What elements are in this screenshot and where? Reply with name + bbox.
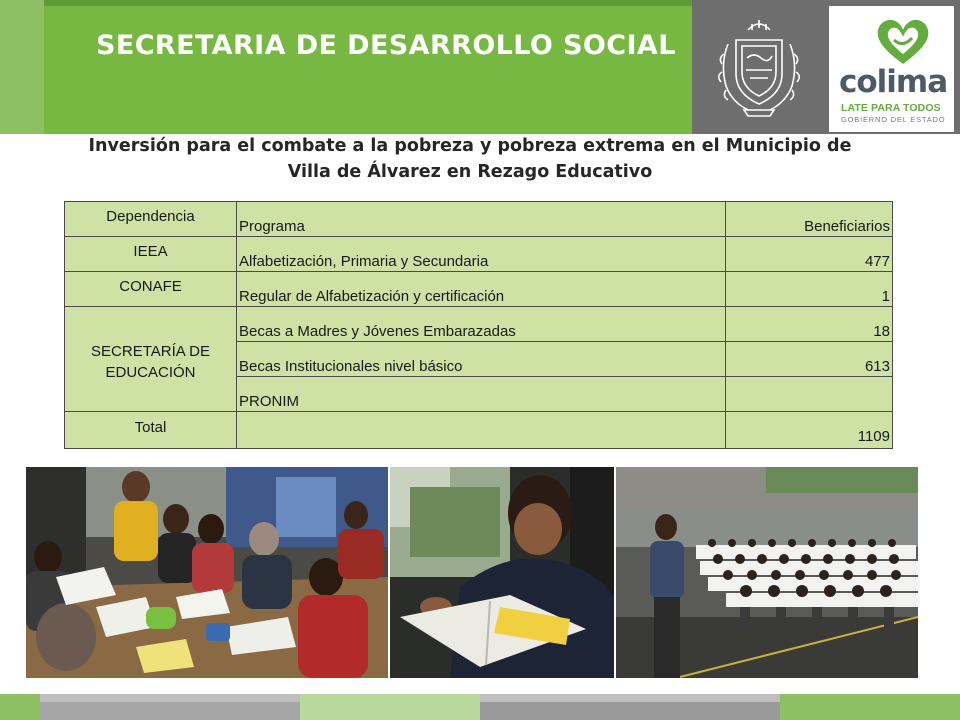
table-row [65,237,893,272]
state-crest-icon [714,14,804,118]
cell-programa: Becas Institucionales nivel básico [237,342,726,377]
photo-woman-reading [390,467,614,678]
header-accent-strip [0,0,44,134]
heart-logo-icon [874,16,932,68]
cell-total-label [65,412,237,449]
subtitle-line-2: Villa de Álvarez en Rezago Educativo [287,162,653,182]
cell-total-value: 1109 [726,412,893,449]
cell-beneficiarios: 1 [726,272,893,307]
table-row [65,272,893,307]
page-title: SECRETARIA DE DESARROLLO SOCIAL [96,30,676,61]
cell-programa: Regular de Alfabetización y certificación [237,272,726,307]
cell-dependencia-label: CONAFE [119,277,182,295]
table-row [65,307,893,342]
cell-beneficiarios: 477 [726,237,893,272]
investment-table [64,201,893,449]
cell-beneficiarios [726,377,893,412]
woman-reading-icon [390,467,614,678]
cell-dependencia [65,237,237,272]
header-title-panel [44,0,692,134]
header-beneficiarios: Beneficiarios [726,202,893,237]
logo-wordmark: colima [839,64,948,100]
total-label: Total [134,418,167,436]
logo-subline: GOBIERNO DEL ESTADO [841,115,946,124]
header-top-bar [44,0,692,6]
header-programa: Programa [237,202,726,237]
photo-classroom [26,467,388,678]
slide-subtitle [60,133,880,185]
table-header-row [65,202,893,237]
crowd-event-icon [616,467,918,678]
cell-dependencia [65,307,237,412]
cell-beneficiarios: 613 [726,342,893,377]
cell-beneficiarios: 18 [726,307,893,342]
cell-total-empty [237,412,726,449]
cell-dependencia-label: SECRETARÍA DE EDUCACIÓN [91,343,210,381]
subtitle-line-1: Inversión para el combate a la pobreza y pobreza extrema en el Municipio de [88,136,852,156]
classroom-scene-icon [26,467,388,678]
cell-dependencia-label: IEEA [133,242,168,260]
header-banner [0,0,960,134]
header-dependencia-label: Dependencia [106,207,195,225]
cell-programa: PRONIM [237,377,726,412]
photo-crowd-event [616,467,918,678]
colima-logo [829,6,954,132]
table-total-row [65,412,893,449]
cell-programa: Alfabetización, Primaria y Secundaria [237,237,726,272]
footer-band [0,694,960,720]
cell-dependencia [65,272,237,307]
header-dependencia [65,202,237,237]
logo-tagline: LATE PARA TODOS [841,102,941,114]
cell-programa: Becas a Madres y Jóvenes Embarazadas [237,307,726,342]
